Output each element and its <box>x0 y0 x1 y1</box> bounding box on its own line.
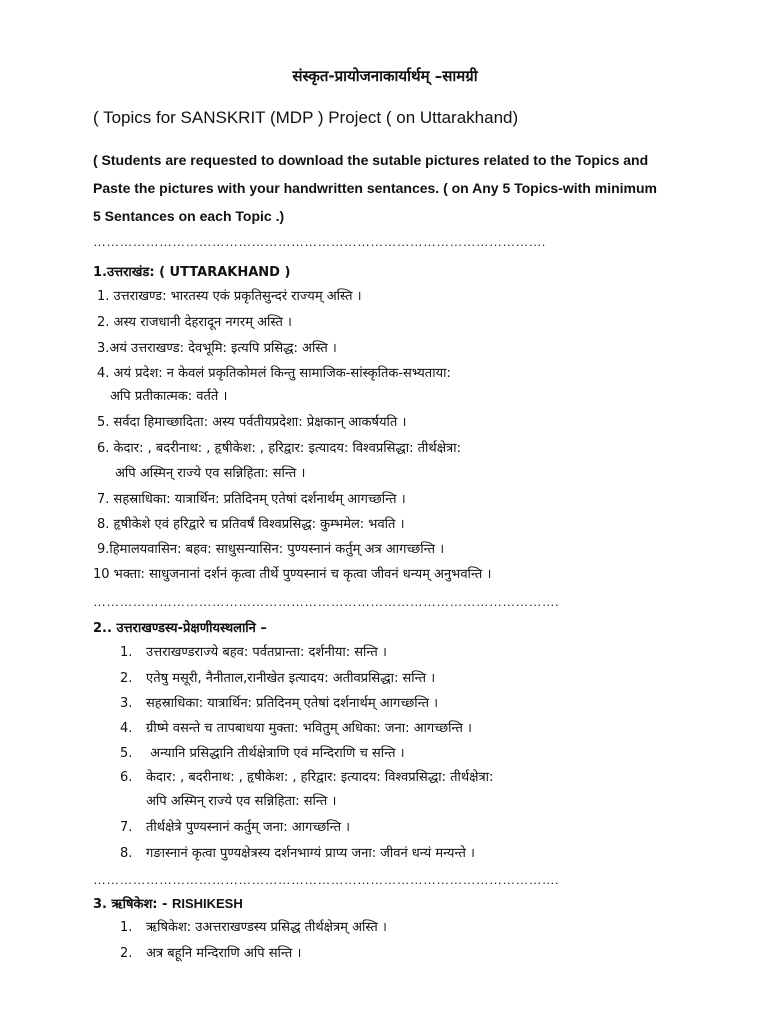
list-item-number: 1. <box>120 645 133 660</box>
list-item-number: 8. <box>120 846 133 861</box>
list-item <box>120 945 301 963</box>
section-2-heading: 2.. उत्तराखण्डस्य-प्रेक्षणीयस्थलानि – <box>93 621 267 636</box>
section-3-heading-latin: RISHIKESH <box>171 896 243 911</box>
section-1-line: 4. अयं प्रदेश: न केवलं प्रकृतिकोमलं किन्तु सामाजिक-सांस्कृतिक-सभ्यताया: <box>97 366 451 381</box>
section-1-line: 5. सर्वदा हिमाच्छादिता: अस्य पर्वतीयप्रदेशा: प्रेक्षकान् आकर्षयति । <box>97 415 407 430</box>
list-item-number: 2. <box>120 946 133 961</box>
section-1-line: अपि प्रतीकात्मक: वर्तते । <box>110 389 228 404</box>
list-item-number: 3. <box>120 696 133 711</box>
instruction-line-3: 5 Sentances on each Topic .) <box>93 208 285 224</box>
list-item-text: ग्रीष्मे वसन्ते च तापबाधया मुक्ता: भवितुम् अधिका: जना: आगच्छन्ति । <box>146 721 472 736</box>
section-1-line: अपि अस्मिन् राज्ये एव सन्निहिता: सन्ति । <box>115 466 306 481</box>
section-3-heading <box>93 894 243 912</box>
list-item-text: अत्र बहूनि मन्दिराणि अपि सन्ति । <box>146 946 302 961</box>
section-1-line: 7. सहस्राधिका: यात्रार्थिन: प्रतिदिनम् एतेषां दर्शनार्थम् आगच्छन्ति । <box>97 492 406 507</box>
section-1-heading: 1.उत्तराखंड: ( UTTARAKHAND ) <box>93 265 291 280</box>
list-item-text: ऋषिकेश: उअत्तराखण्डस्य प्रसिद्ध तीर्थक्षेत्रम् अस्ति । <box>146 920 387 935</box>
list-item <box>120 720 472 738</box>
list-item <box>120 695 438 713</box>
section-1-line: 1. उत्तराखण्ड: भारतस्य एकं प्रकृतिसुन्दरं राज्यम् अस्ति । <box>97 289 362 304</box>
list-item-text: गङास्नानं कृत्वा पुण्यक्षेत्रस्य दर्शनभाग्यं प्राप्य जना: जीवनं धन्यं मन्यन्ते । <box>146 846 475 861</box>
section-1-line: 2. अस्य राजधानी देहरादून नगरम् अस्ति । <box>97 315 292 330</box>
list-item <box>120 919 387 937</box>
list-item-number: 6. <box>120 770 133 785</box>
list-item-number: 4. <box>120 721 133 736</box>
section-1-line: 9.हिमालयवासिन: बहव: साधुसन्यासिन: पुण्यस्नानं कर्तुम् अत्र आगच्छन्ति । <box>97 542 445 557</box>
separator-dots: ……………………………………………………………………………………………. <box>93 594 559 609</box>
document-subtitle: ( Topics for SANSKRIT (MDP ) Project ( on Uttarakhand) <box>93 108 519 127</box>
list-item <box>120 644 387 662</box>
list-item <box>120 845 475 863</box>
list-item-text: अपि अस्मिन् राज्ये एव सन्निहिता: सन्ति । <box>146 794 337 809</box>
list-item-text: अन्यानि प्रसिद्धानि तीर्थक्षेत्राणि एवं मन्दिराणि च सन्ति । <box>146 746 405 761</box>
section-1-line: 10 भक्ता: साधुजनानां दर्शनं कृत्वा तीर्थे पुण्यस्नानं च कृत्वा जीवनं धन्यम् अनुभवन्ति । <box>93 567 492 582</box>
instruction-line-1: ( Students are requested to download the sutable pictures related to the Topics and <box>93 152 649 168</box>
list-item-text: उत्तराखण्डराज्ये बहव: पर्वतप्रान्ता: दर्शनीया: सन्ति । <box>146 645 387 660</box>
list-item-number: 2. <box>120 671 133 686</box>
list-item-text: एतेषु मसूरी, नैनीताल,रानीखेत इत्यादय: अतीवप्रसिद्धा: सन्ति । <box>146 671 436 686</box>
section-1-line: 6. केदार: , बदरीनाथ: , हृषीकेश: , हरिद्वार: इत्यादय: विश्वप्रसिद्धा: तीर्थक्षेत्रा: <box>97 441 461 456</box>
list-item <box>120 745 405 763</box>
section-1-line: 3.अयं उत्तराखण्ड: देवभूमि: इत्यपि प्रसिद्ध: अस्ति । <box>97 341 337 356</box>
separator-dots: …………………………………………………………………………………………. <box>93 234 546 249</box>
list-item-number: 7. <box>120 820 133 835</box>
list-item <box>120 793 336 811</box>
list-item-number: 1. <box>120 920 133 935</box>
section-1-line: 8. हृषीकेशे एवं हरिद्वारे च प्रतिवर्षं विश्वप्रसिद्ध: कुम्भमेल: भवति । <box>97 517 405 532</box>
list-item-number: 5. <box>120 746 133 761</box>
separator-dots: ……………………………………………………………………………………………. <box>93 872 559 887</box>
section-3-heading-devanagari: 3. ऋषिकेश: - <box>93 897 172 912</box>
instruction-line-2: Paste the pictures with your handwritten sentances. ( on Any 5 Topics-with minimum <box>93 180 657 196</box>
list-item <box>120 670 435 688</box>
document-title: संस्कृत-प्रायोजनाकार्यार्थम् –सामग्री <box>292 67 478 85</box>
list-item-text: सहस्राधिका: यात्रार्थिन: प्रतिदिनम् एतेषां दर्शनार्थम् आगच्छन्ति । <box>146 696 439 711</box>
list-item <box>120 819 350 837</box>
list-item-text: केदार: , बदरीनाथ: , हृषीकेश: , हरिद्वार: इत्यादय: विश्वप्रसिद्धा: तीर्थक्षेत्रा: <box>146 770 494 785</box>
list-item <box>120 769 493 787</box>
list-item-text: तीर्थक्षेत्रे पुण्यस्नानं कर्तुम् जना: आगच्छन्ति । <box>146 820 351 835</box>
